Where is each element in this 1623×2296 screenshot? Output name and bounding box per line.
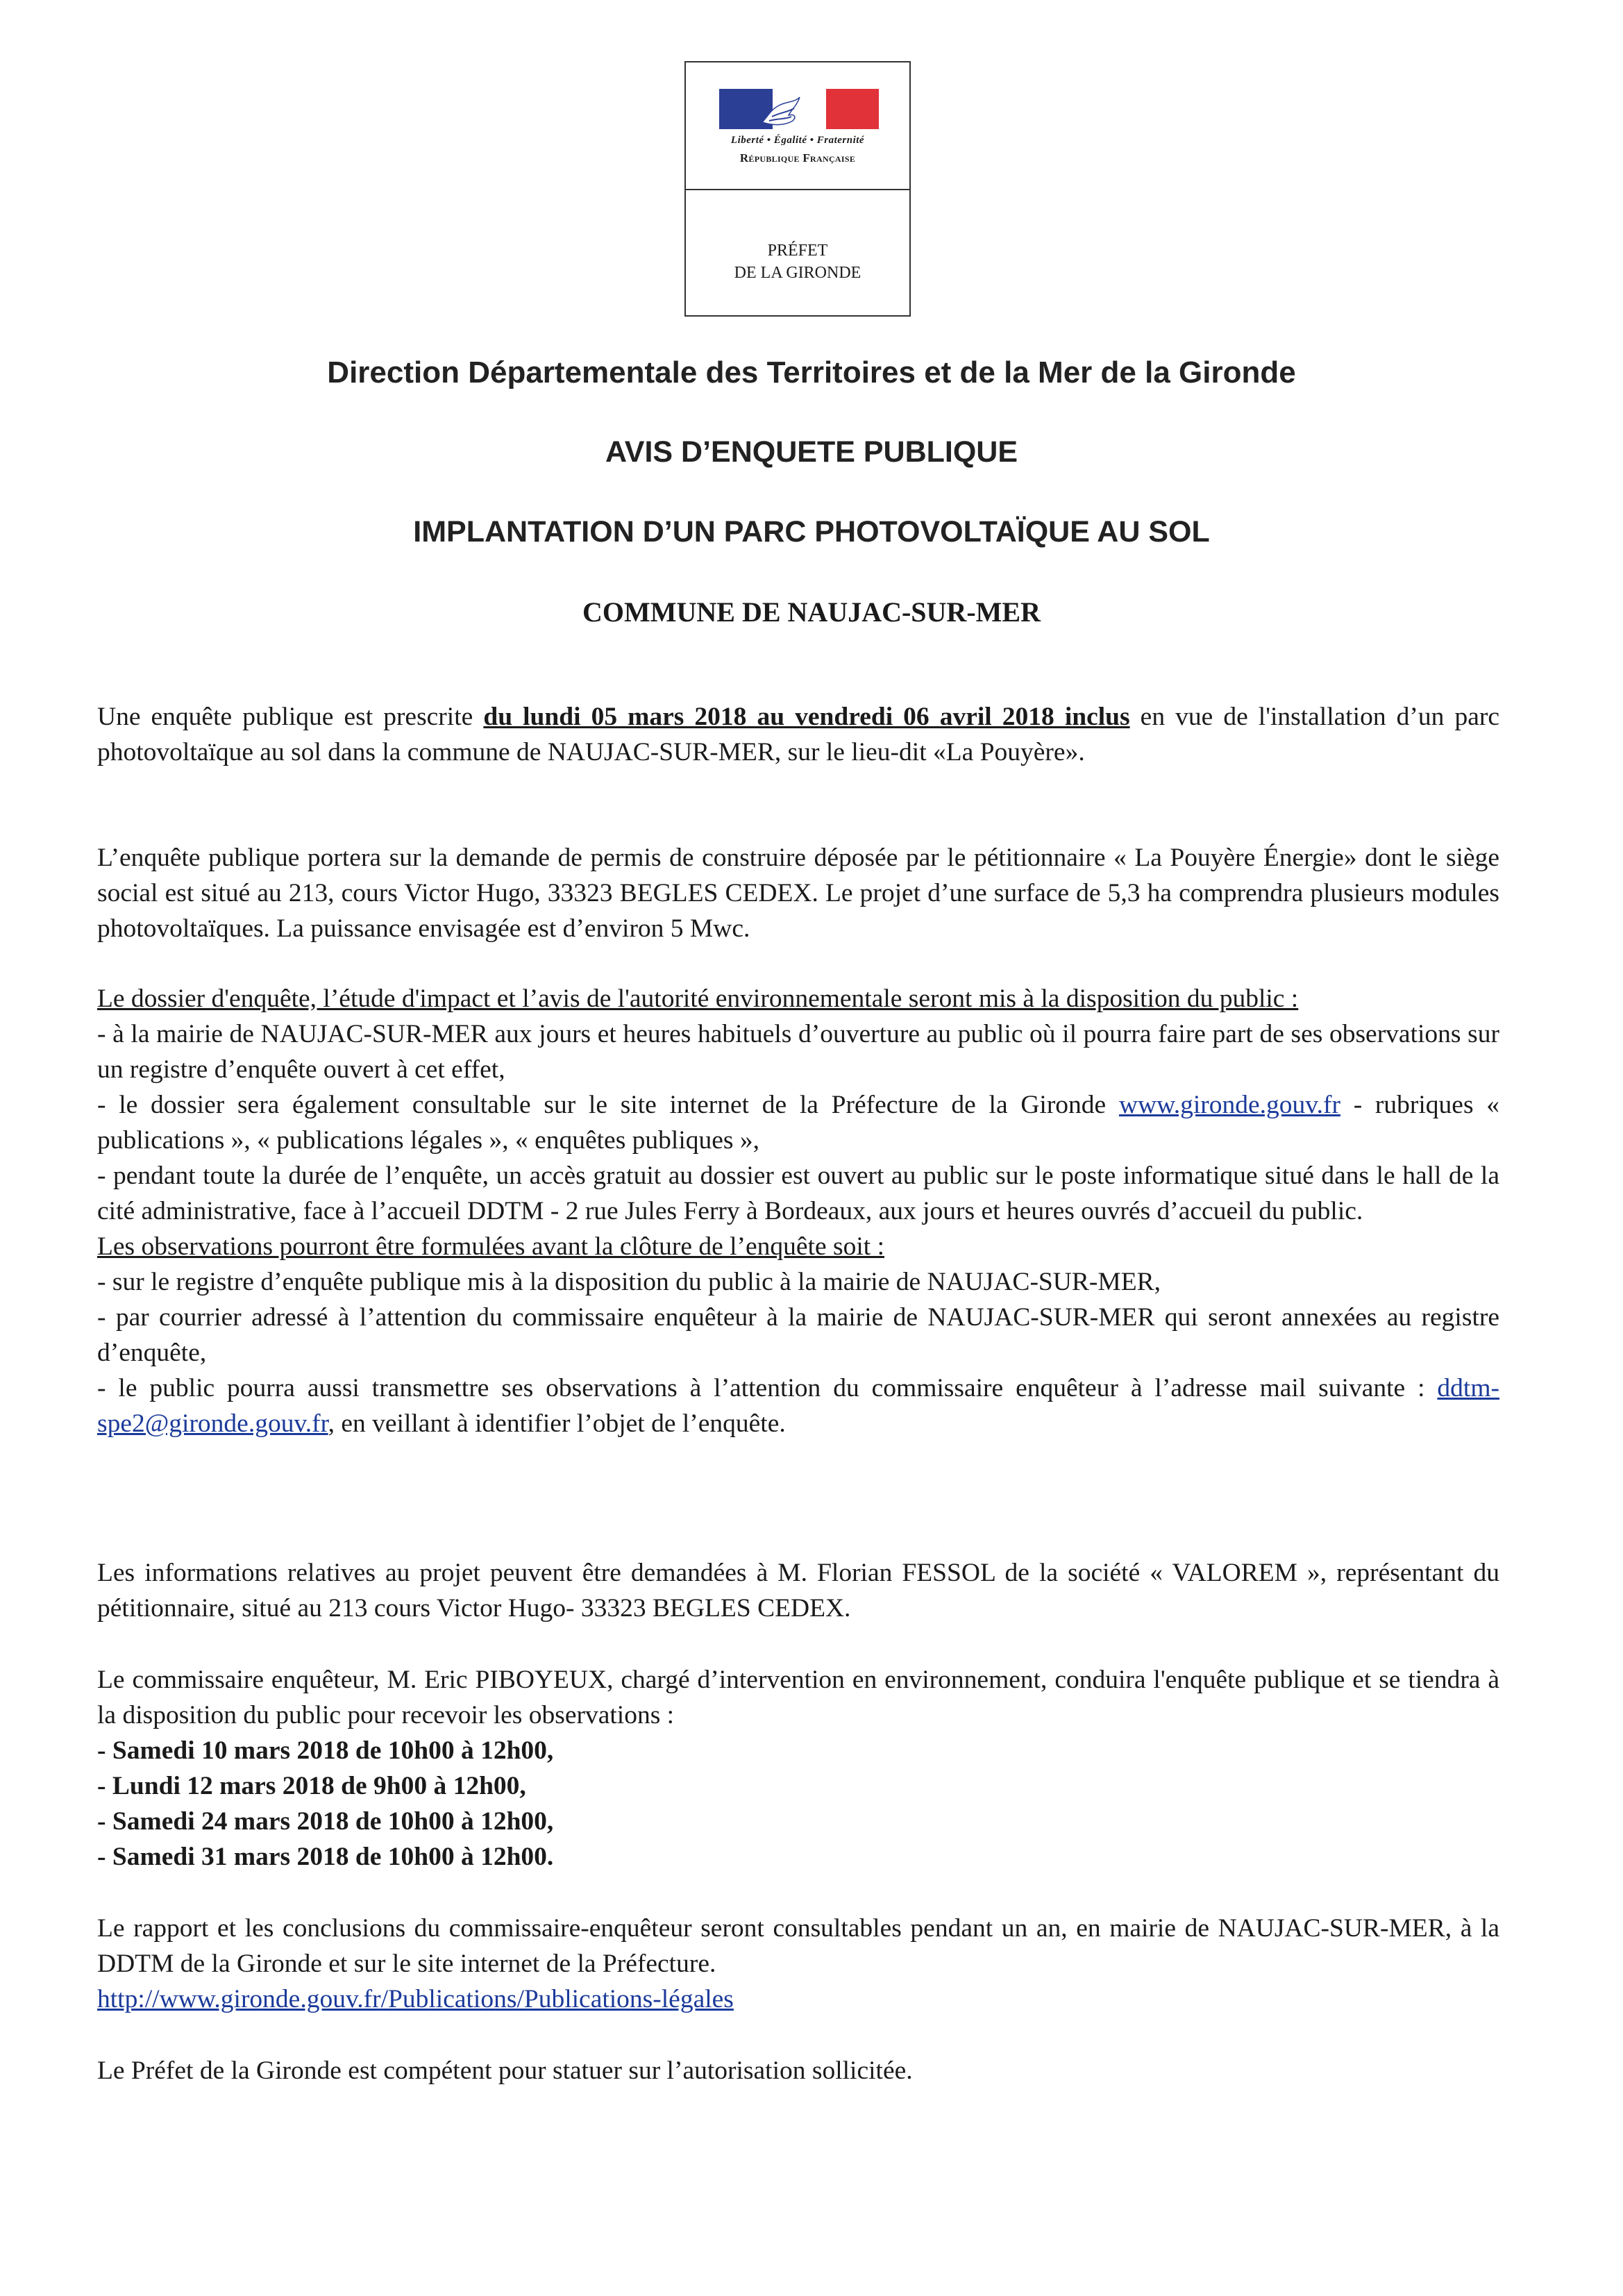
marianne-block [686, 62, 909, 190]
observations-heading: Les observations pourront être formulées avant la clôture de l’enquête soit : [97, 1232, 884, 1261]
marianne-flag-icon [719, 89, 879, 129]
implantation-title: IMPLANTATION D’UN PARC PHOTOVOLTAÏQUE AU SOL [413, 515, 1210, 548]
permanence-date: - Samedi 31 mars 2018 de 10h00 à 12h00. [97, 1843, 554, 1871]
paragraph-intro: Une enquête publique est prescrite du lundi 05 mars 2018 au vendredi 06 avril 2018 inclus en vue de l'installation d’un parc photovoltaïque au sol dans la commune de NAUJAC-SUR-MER, sur le lieu-dit «La Pouyère». [97, 703, 1499, 766]
prefet-label: PRÉFET DE LA GIRONDE [734, 242, 861, 282]
publications-legales-link[interactable]: http://www.gironde.gouv.fr/Publications/Publications-légales [97, 1985, 734, 2013]
commune-title: COMMUNE DE NAUJAC-SUR-MER [582, 596, 1041, 628]
paragraph-competence: Le Préfet de la Gironde est compétent pour statuer sur l’autorisation sollicitée. [97, 2056, 913, 2085]
permanence-date: - Samedi 10 mars 2018 de 10h00 à 12h00, [97, 1736, 554, 1765]
enquete-dates: du lundi 05 mars 2018 au vendredi 06 avril 2018 inclus [483, 703, 1130, 731]
paragraph-permis: L’enquête publique portera sur la demande de permis de construire déposée par le pétitionnaire « La Pouyère Énergie» dont le siège social est situé au 213, cours Victor Hugo, 33323 BEGLES CEDEX. Le projet d’une surface de 5,3 ha comprendra plusieurs modules photovoltaïques. La puissance envisagée est d’environ 5 Mwc. [97, 844, 1499, 943]
list-item: - à la mairie de NAUJAC-SUR-MER aux jours et heures habituels d’ouverture au public où il pourra faire part de ses observations sur un registre d’enquête ouvert à cet effet, [97, 1020, 1499, 1084]
list-item: - le dossier sera également consultable sur le site internet de la Préfecture de la Gironde www.gironde.gouv.fr - rubriques « publications », « publications légales », « enquêtes publiques », [97, 1091, 1500, 1155]
email-link[interactable]: ddtm-spe2@gironde.gouv.fr [97, 1374, 1499, 1438]
paragraph-commissaire: Le commissaire enquêteur, M. Eric PIBOYEUX, chargé d’intervention en environnement, conduira l'enquête publique et se tiendra à la disposition du public pour recevoir les observations : - Samedi 10 mars 2018 de 10h00 à 12h00, - Lundi 12 mars 2018 de 9h00 à 12h00, - Samedi 24 mars 2018 de 10h00 à 12h00, - Samedi 31 mars 2018 de 10h00 à 12h00. [97, 1662, 1499, 1875]
permanence-date: - Lundi 12 mars 2018 de 9h00 à 12h00, [97, 1772, 526, 1800]
gironde-website-link[interactable]: www.gironde.gouv.fr [1118, 1091, 1340, 1119]
list-item: - pendant toute la durée de l’enquête, un accès gratuit au dossier est ouvert au public sur le poste informatique situé dans le hall de la cité administrative, face à l’accueil DDTM - 2 rue Jules Ferry à Bordeaux, aux jours et heures ouvrés d’accueil du public. [97, 1162, 1499, 1225]
motto: Liberté • Égalité • Fraternité [730, 135, 865, 146]
dossier-heading: Le dossier d'enquête, l’étude d'impact et l’avis de l'autorité environnementale seront mis à la disposition du public : [97, 984, 1299, 1013]
republique-francaise: République Française [739, 151, 856, 165]
prefecture-logo [684, 61, 911, 317]
direction-title: Direction Départementale des Territoires et de la Mer de la Gironde [327, 355, 1296, 389]
paragraph-informations: Les informations relatives au projet peuvent être demandées à M. Florian FESSOL de la société « VALOREM », représentant du pétitionnaire, situé au 213 cours Victor Hugo- 33323 BEGLES CEDEX. [97, 1559, 1499, 1623]
paragraph-rapport: Le rapport et les conclusions du commissaire-enquêteur seront consultables pendant un an, en mairie de NAUJAC-SUR-MER, à la DDTM de la Gironde et sur le site internet de la Préfecture. http://www.gironde.gouv.fr/Publications/Publications-légales [97, 1911, 1499, 2017]
permanence-date: - Samedi 24 mars 2018 de 10h00 à 12h00, [97, 1807, 554, 1836]
list-item: - par courrier adressé à l’attention du commissaire enquêteur à la mairie de NAUJAC-SUR-MER qui seront annexées au registre d’enquête, [97, 1303, 1499, 1367]
avis-title: AVIS D’ENQUETE PUBLIQUE [605, 435, 1018, 469]
list-item: - le public pourra aussi transmettre ses observations à l’attention du commissaire enquêteur à l’adresse mail suivante : ddtm-spe2@gironde.gouv.fr, en veillant à identifier l’objet de l’enquête. [97, 1374, 1499, 1438]
paragraph-dossier [97, 981, 1499, 1441]
list-item: - sur le registre d’enquête publique mis à la disposition du public à la mairie de NAUJAC-SUR-MER, [97, 1268, 1161, 1296]
